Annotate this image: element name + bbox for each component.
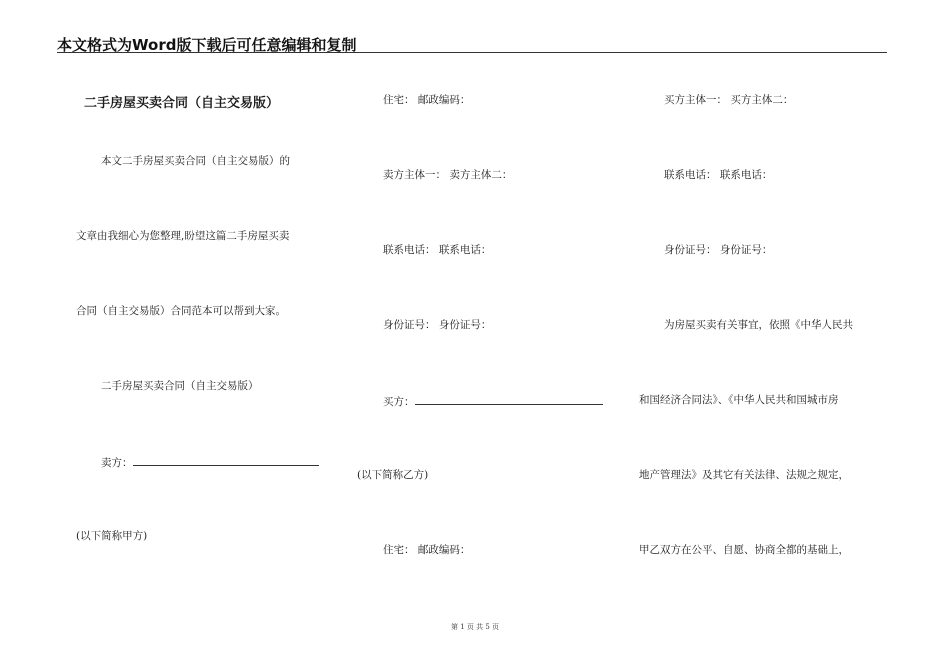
seller-line [101, 454, 319, 470]
clause-line-3: 地产管理法》及其它有关法律、法规之规定， [639, 469, 849, 481]
buyer-subjects-line: 买方主体一： 买方主体二： [664, 94, 794, 106]
seller-blank [133, 454, 319, 466]
banner-divider [57, 52, 887, 53]
contract-subtitle: 二手房屋买卖合同（自主交易版） [101, 380, 259, 392]
intro-line-3: 合同（自主交易版）合同范本可以帮到大家。 [76, 305, 286, 317]
seller-note: (以下简称甲方) [76, 530, 148, 542]
buyer-line [383, 393, 603, 409]
buyer-phone-line: 联系电话： 联系电话： [664, 169, 773, 181]
intro-line-2: 文章由我细心为您整理,盼望这篇二手房屋买卖 [76, 230, 290, 242]
clause-line-4: 甲乙双方在公平、自愿、协商全都的基础上， [639, 544, 849, 556]
seller-phone-line: 联系电话： 联系电话： [383, 244, 492, 256]
seller-address-line: 住宅： 邮政编码： [383, 94, 471, 106]
document-title: 二手房屋买卖合同（自主交易版） [84, 96, 280, 111]
buyer-id-line: 身份证号： 身份证号： [664, 244, 773, 256]
page-number: 第 1 页 共 5 页 [450, 623, 500, 631]
seller-id-line: 身份证号： 身份证号： [383, 319, 492, 331]
buyer-label: 买方： [383, 396, 415, 408]
seller-subjects-line: 卖方主体一： 卖方主体二： [383, 169, 513, 181]
buyer-address-line: 住宅： 邮政编码： [383, 544, 471, 556]
seller-label: 卖方： [101, 457, 133, 469]
clause-line-2: 和国经济合同法》、《中华人民共和国城市房 [639, 394, 839, 406]
clause-line-1: 为房屋买卖有关事宜，依照《中华人民共 [664, 319, 853, 331]
intro-line-1: 本文二手房屋买卖合同（自主交易版）的 [101, 155, 290, 167]
buyer-blank [415, 393, 603, 405]
buyer-note: (以下简称乙方) [357, 469, 429, 481]
download-banner: 本文格式为Word版下载后可任意编辑和复制 [57, 36, 357, 54]
